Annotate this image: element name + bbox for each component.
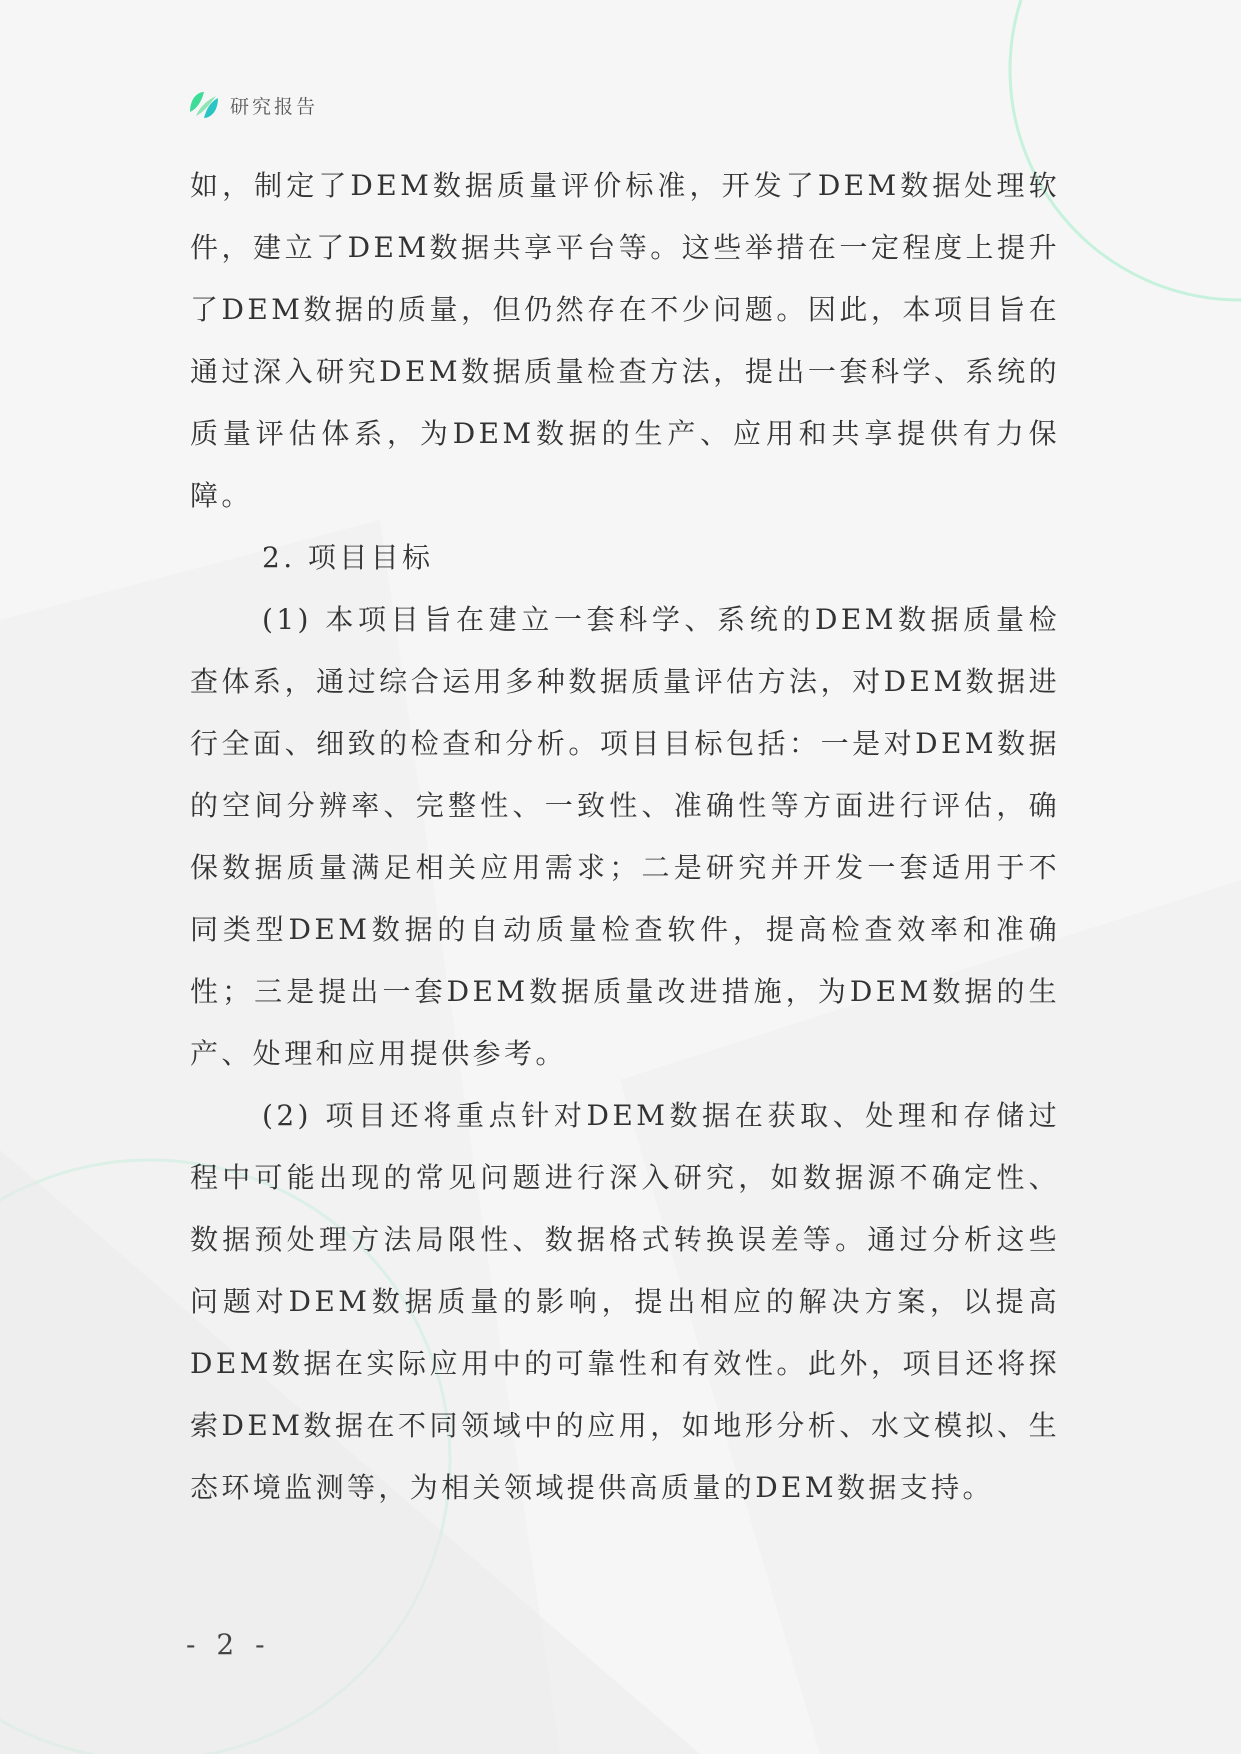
brand-title: 研究报告	[230, 95, 319, 118]
section-heading: 2. 项目目标	[262, 541, 434, 574]
paragraph-objective-1: (1) 本项目旨在建立一套科学、系统的DEM数据质量检查体系，通过综合运用多种数据质量评估方法，对DEM数据进行全面、细致的检查和分析。项目目标包括：一是对DEM数据的空间分辨率、完整性、一致性、准确性等方面进行评估，确保数据质量满足相关应用需求；二是研究并开发一套适用于不同类型DEM数据的自动质量检查软件，提高检查效率和准确性；三是提出一套DEM数据质量改进措施，为DEM数据的生产、处理和应用提供参考。	[190, 603, 1060, 1070]
page-header	[186, 88, 318, 122]
paragraph-continued: 如，制定了DEM数据质量评价标准，开发了DEM数据处理软件，建立了DEM数据共享平台等。这些举措在一定程度上提升了DEM数据的质量，但仍然存在不少问题。因此，本项目旨在通过深入研究DEM数据质量检查方法，提出一套科学、系统的质量评估体系，为DEM数据的生产、应用和共享提供有力保障。	[190, 169, 1060, 512]
paragraph-objective-2: (2) 项目还将重点针对DEM数据在获取、处理和存储过程中可能出现的常见问题进行深入研究，如数据源不确定性、数据预处理方法局限性、数据格式转换误差等。通过分析这些问题对DEM数据质量的影响，提出相应的解决方案，以提高DEM数据在实际应用中的可靠性和有效性。此外，项目还将探索DEM数据在不同领域中的应用，如地形分析、水文模拟、生态环境监测等，为相关领域提供高质量的DEM数据支持。	[190, 1099, 1060, 1504]
leaf-logo-icon	[186, 88, 222, 122]
document-body	[190, 155, 1060, 1519]
page-number: - 2 -	[186, 1628, 271, 1661]
